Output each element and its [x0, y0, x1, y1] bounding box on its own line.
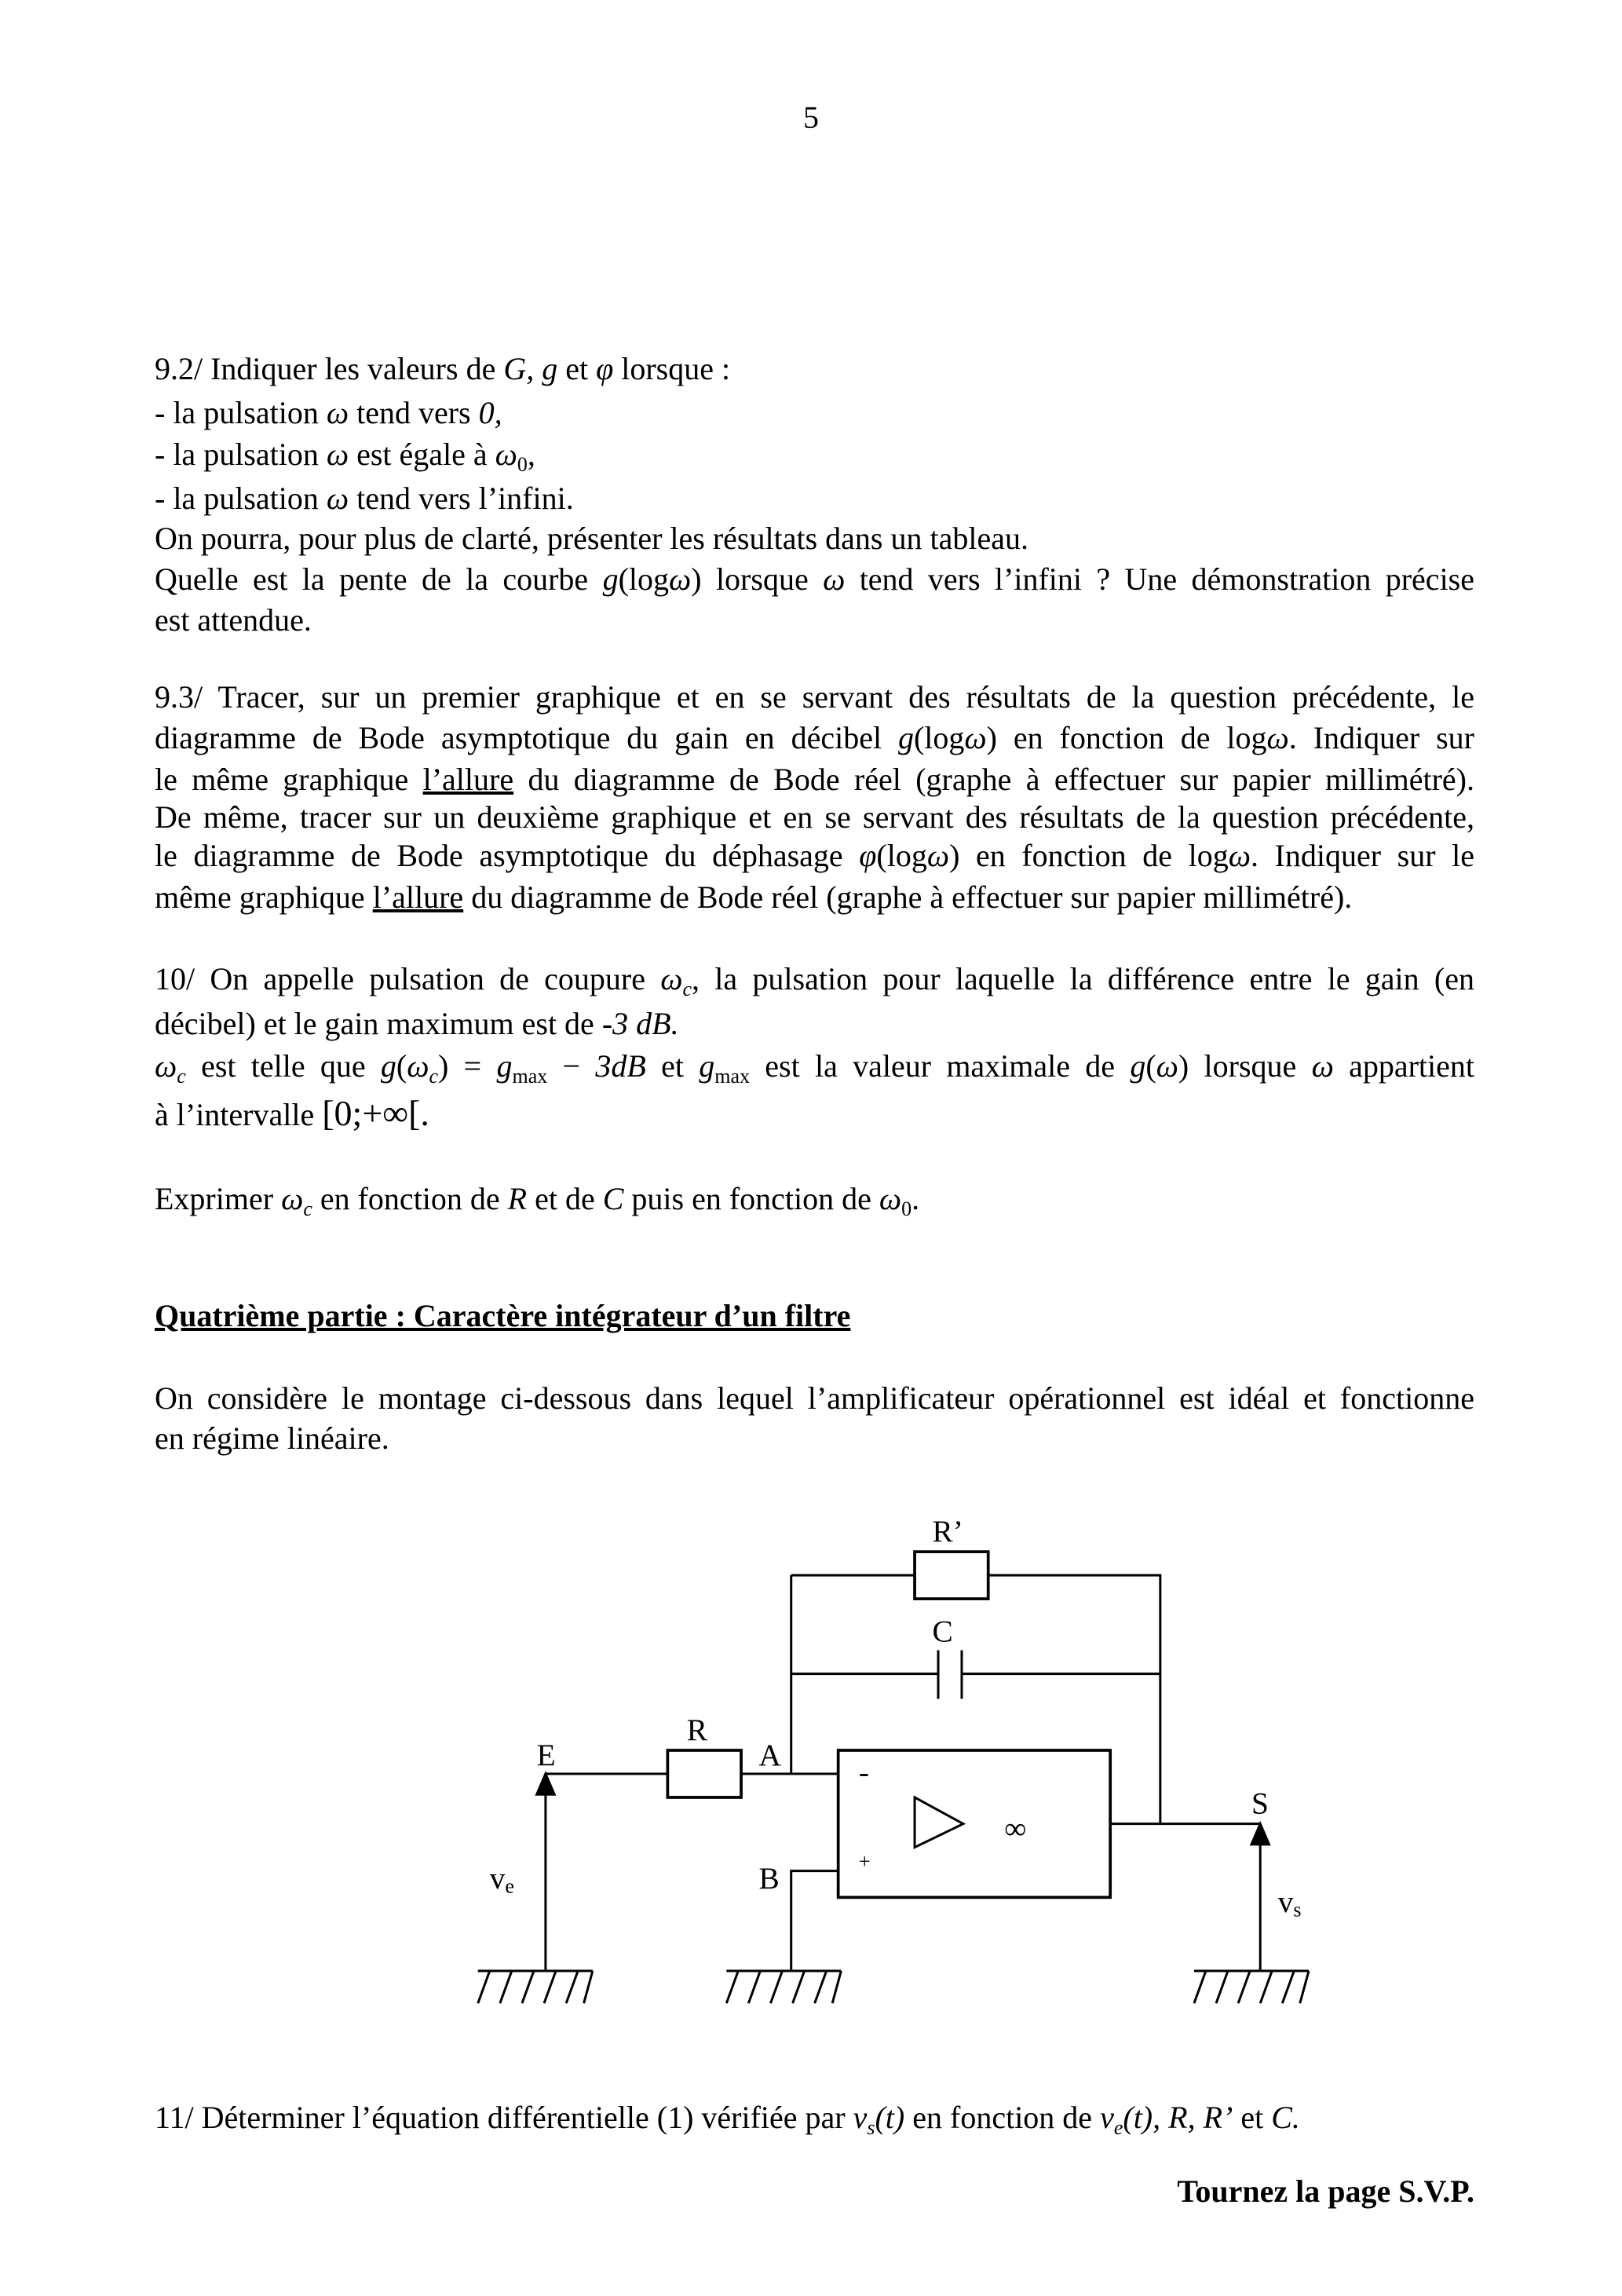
arrow-ve-icon	[537, 1774, 554, 1794]
label-b: B	[758, 1861, 780, 1896]
q9-2-line1: 9.2/ Indiquer les valeurs de G, g et φ lorsque :	[155, 351, 731, 386]
q10-line4: à l’intervalle [0;+∞[.	[155, 1093, 429, 1133]
resistor-r-prime	[915, 1552, 988, 1599]
q10-line1: 10/ On appelle pulsation de coupure $\omega_c$, la pulsation pour laquelle la différence entre le gain (en	[155, 961, 1474, 1000]
q10-line3: $\omega_c$ est telle que $g(\omega_c) = g_{max} - 3dB$ et $g_{max}$ est la valeur maximale de g(ω) lorsque ω appartient	[155, 1048, 1475, 1088]
q11-line: 11/ Déterminer l’équation différentielle (1) vérifiée par $v_s(t)$ en fonction de $v_e(t)$, R, R’ et C.	[155, 2100, 1300, 2139]
q9-3-line1: 9.3/ Tracer, sur un premier graphique et en se servant des résultats de la question précédente, le	[155, 679, 1474, 715]
label-r-prime: R’	[932, 1514, 963, 1549]
capacitor-c	[938, 1651, 962, 1699]
arrow-vs-icon	[1251, 1824, 1269, 1844]
resistor-r	[667, 1750, 741, 1797]
label-a: A	[758, 1737, 781, 1772]
ground-s-icon	[1194, 1971, 1309, 2003]
label-r: R	[686, 1712, 707, 1747]
q9-2-line4: - la pulsation ω tend vers l’infini.	[155, 481, 574, 516]
label-c: C	[932, 1614, 953, 1649]
ground-b-icon	[726, 1971, 841, 2003]
q9-3-line6: même graphique l’allure du diagramme de Bode réel (graphe à effectuer sur papier millimétré).	[155, 879, 1353, 915]
label-plus: +	[858, 1849, 871, 1873]
section-title: Quatrième partie : Caractère intégrateur d’un filtre	[155, 1298, 851, 1333]
wires	[546, 1575, 1260, 1971]
label-e: E	[536, 1737, 556, 1772]
part4-intro-line1: On considère le montage ci-dessous dans lequel l’amplificateur opérationnel est idéal et fonctionne	[155, 1380, 1474, 1416]
q9-3-line5: le diagramme de Bode asymptotique du déphasage φ(logω) en fonction de logω. Indiquer sur le	[155, 838, 1474, 873]
part4-intro-line2: en régime linéaire.	[155, 1420, 389, 1456]
label-vs: vs	[1277, 1885, 1302, 1921]
q9-3-line4: De même, tracer sur un deuxième graphique et en se servant des résultats de la question précédente,	[155, 799, 1474, 835]
ground-e-icon	[478, 1971, 593, 2003]
q9-2-line5: On pourra, pour plus de clarté, présenter les résultats dans un tableau.	[155, 521, 1028, 556]
q9-2-line7: est attendue.	[155, 602, 312, 638]
q10-line5: Exprimer $\omega_c$ en fonction de R et de C puis en fonction de $\omega_0$.	[155, 1181, 920, 1220]
op-amp	[838, 1750, 1111, 1897]
q9-3-line3: le même graphique l’allure du diagramme de Bode réel (graphe à effectuer sur papier millimétré).	[155, 762, 1475, 797]
q9-2-line6: Quelle est la pente de la courbe g(logω) lorsque ω tend vers l’infini ? Une démonstration précise	[155, 561, 1474, 597]
label-ve: ve	[489, 1861, 515, 1898]
label-minus: -	[858, 1755, 869, 1790]
footer-turn-page: Tournez la page S.V.P.	[1177, 2174, 1474, 2209]
page-number: 5	[803, 100, 819, 135]
label-s: S	[1251, 1786, 1269, 1821]
q9-3-line2: diagramme de Bode asymptotique du gain en décibel g(logω) en fonction de logω. Indiquer sur	[155, 720, 1474, 755]
q9-2-line2: - la pulsation ω tend vers 0,	[155, 395, 502, 430]
q9-2-line3: - la pulsation ω est égale à $\omega_0$,	[155, 437, 535, 476]
op-amp-triangle-icon	[915, 1797, 963, 1848]
q10-line2: décibel) et le gain maximum est de -3 dB.	[155, 1006, 679, 1041]
label-infinite-gain: ∞	[1004, 1811, 1027, 1846]
